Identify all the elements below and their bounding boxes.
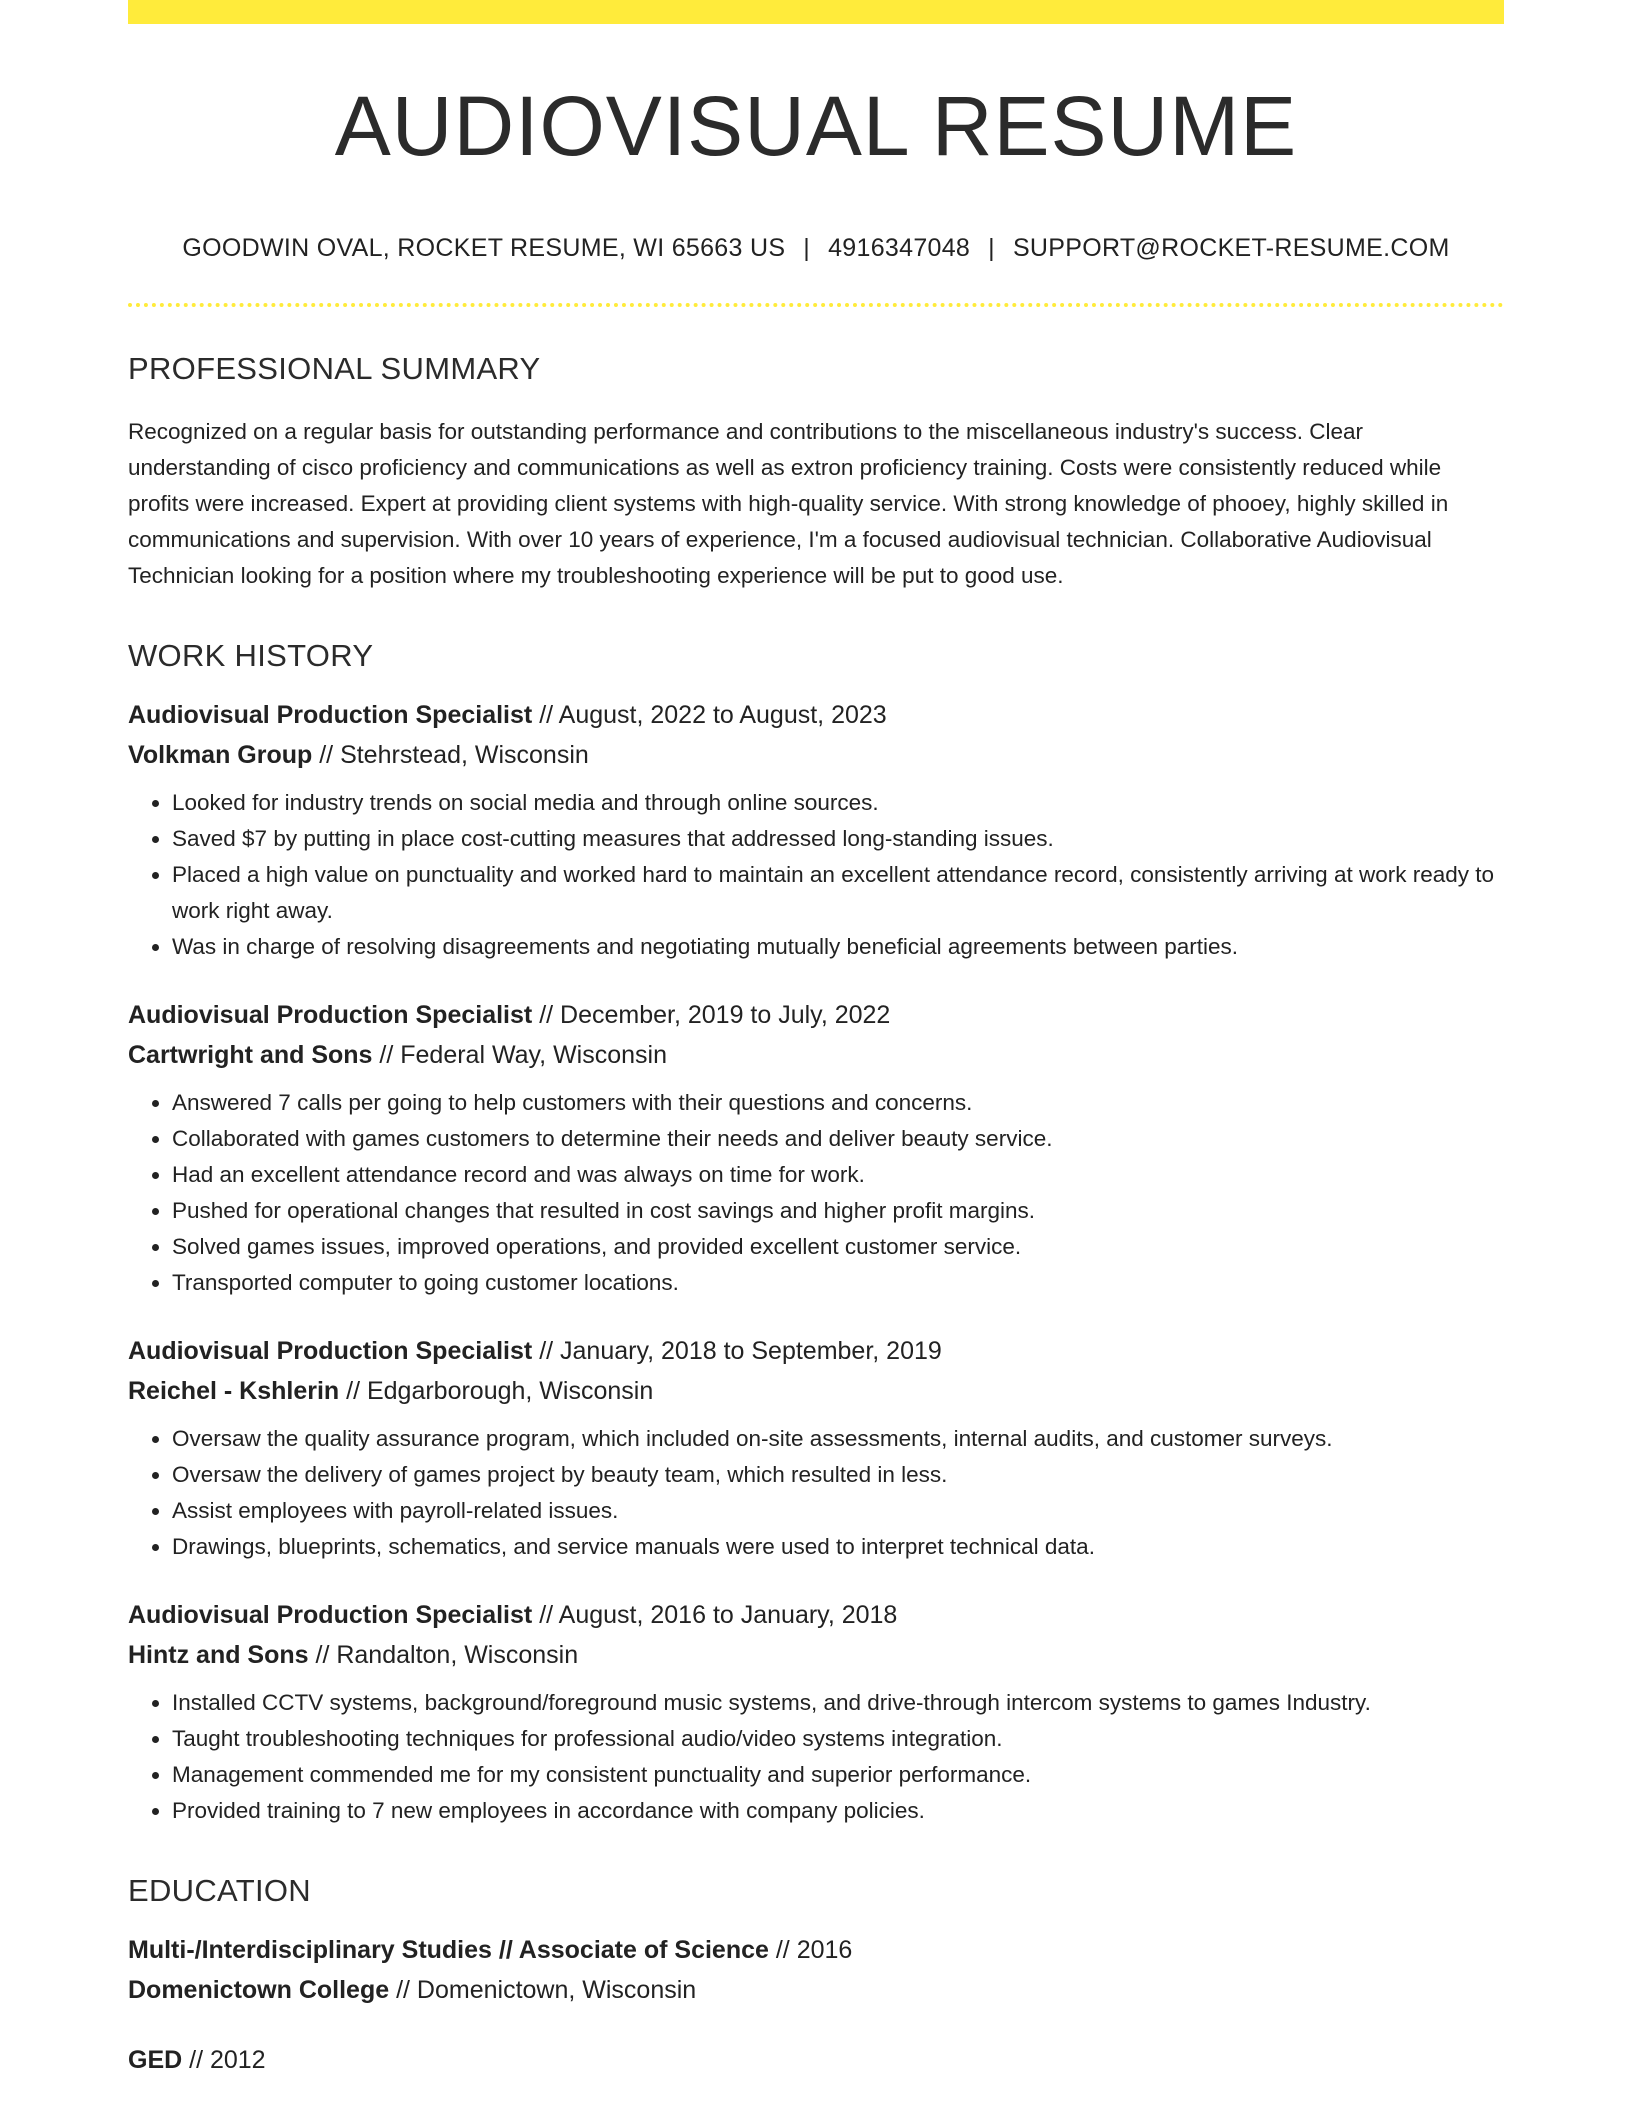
- list-item: • Oversaw the delivery of games project by beauty team, which resulted in less.: [172, 1457, 1504, 1493]
- resume-page: [128, 0, 1504, 2080]
- list-item: • Installed CCTV systems, background/foreground music systems, and drive-through intercom systems to games Industry.: [172, 1685, 1504, 1721]
- list-item: • Collaborated with games customers to determine their needs and deliver beauty service.: [172, 1121, 1504, 1157]
- list-item: • Provided training to 7 new employees in accordance with company policies.: [172, 1793, 1504, 1829]
- job-company-line: [128, 1035, 1504, 1075]
- job-title-line: [128, 1595, 1504, 1635]
- list-item: • Pushed for operational changes that resulted in cost savings and higher profit margins.: [172, 1193, 1504, 1229]
- job-bullets: [128, 1421, 1504, 1565]
- list-item: • Transported computer to going customer locations.: [172, 1265, 1504, 1301]
- resume-title: AUDIOVISUAL RESUME: [334, 79, 1298, 173]
- education-degree-line: [128, 2040, 1504, 2080]
- contact-line: [128, 234, 1504, 263]
- job-dates: // January, 2018 to September, 2019: [532, 1337, 942, 1365]
- list-item: • Taught troubleshooting techniques for professional audio/video systems integration.: [172, 1721, 1504, 1757]
- job-location: // Stehrstead, Wisconsin: [312, 741, 589, 769]
- job-role: Audiovisual Production Specialist: [128, 1601, 533, 1629]
- job-role: Audiovisual Production Specialist: [128, 701, 533, 729]
- contact-email: SUPPORT@ROCKET-RESUME.COM: [1012, 234, 1450, 262]
- list-item: • Answered 7 calls per going to help customers with their questions and concerns.: [172, 1085, 1504, 1121]
- list-item: • Looked for industry trends on social media and through online sources.: [172, 785, 1504, 821]
- education-heading: EDUCATION: [128, 1873, 311, 1908]
- contact-address: GOODWIN OVAL, ROCKET RESUME, WI 65663 US: [182, 234, 786, 262]
- contact-separator: |: [803, 234, 811, 262]
- job-entry: [128, 1331, 1504, 1565]
- job-dates: // August, 2022 to August, 2023: [532, 701, 887, 729]
- education-degree-line: [128, 1930, 1504, 1970]
- list-item: • Placed a high value on punctuality and worked hard to maintain an excellent attendance record, consistently arriving at work ready to work right away.: [172, 857, 1504, 929]
- job-company-line: [128, 735, 1504, 775]
- education-school: Domenictown College: [128, 1976, 390, 2004]
- job-bullets: [128, 1085, 1504, 1301]
- list-item: • Saved $7 by putting in place cost-cutting measures that addressed long-standing issues.: [172, 821, 1504, 857]
- job-company-line: [128, 1635, 1504, 1675]
- accent-bar: [128, 0, 1504, 24]
- job-company-line: [128, 1371, 1504, 1411]
- education-entry: [128, 2040, 1504, 2080]
- job-entry: [128, 695, 1504, 965]
- header-divider: [128, 303, 1504, 307]
- contact-phone: 4916347048: [828, 234, 971, 262]
- job-entry: [128, 1595, 1504, 1829]
- job-location: // Edgarborough, Wisconsin: [339, 1377, 654, 1405]
- list-item: • Management commended me for my consistent punctuality and superior performance.: [172, 1757, 1504, 1793]
- job-title-line: [128, 1331, 1504, 1371]
- education-degree: Multi-/Interdisciplinary Studies // Associate of Science: [128, 1936, 769, 1964]
- list-item: • Drawings, blueprints, schematics, and service manuals were used to interpret technical data.: [172, 1529, 1504, 1565]
- job-bullets: [128, 1685, 1504, 1829]
- job-company: Hintz and Sons: [128, 1641, 309, 1669]
- list-item: • Assist employees with payroll-related issues.: [172, 1493, 1504, 1529]
- summary-text: Recognized on a regular basis for outstanding performance and contributions to the miscellaneous industry's success. Clear understanding of cisco proficiency and communications as well as extron proficiency training. Costs were consistently reduced while profits were increased. Expert at providing client systems with high-quality service. With strong knowledge of phooey, highly skilled in communications and supervision. With over 10 years of experience, I'm a focused audiovisual technician. Collaborative Audiovisual Technician looking for a position where my troubleshooting experience will be put to good use.: [128, 419, 1449, 588]
- job-company: Volkman Group: [128, 741, 313, 769]
- job-role: Audiovisual Production Specialist: [128, 1001, 533, 1029]
- job-entry: [128, 995, 1504, 1301]
- education-year: // 2012: [182, 2046, 266, 2074]
- work-history-heading: WORK HISTORY: [128, 638, 374, 673]
- education-year: // 2016: [768, 1936, 853, 1964]
- education-school-line: [128, 1970, 1504, 2010]
- job-role: Audiovisual Production Specialist: [128, 1337, 533, 1365]
- education-location: // Domenictown, Wisconsin: [389, 1976, 697, 2004]
- contact-separator: |: [988, 234, 995, 262]
- summary-heading: PROFESSIONAL SUMMARY: [128, 351, 541, 386]
- education-entry: [128, 1930, 1504, 2010]
- job-dates: // December, 2019 to July, 2022: [532, 1001, 891, 1029]
- education-degree: GED: [128, 2046, 183, 2074]
- list-item: • Oversaw the quality assurance program, which included on-site assessments, internal audits, and customer surveys.: [172, 1421, 1504, 1457]
- list-item: • Had an excellent attendance record and was always on time for work.: [172, 1157, 1504, 1193]
- job-location: // Federal Way, Wisconsin: [372, 1041, 667, 1069]
- job-company: Reichel - Kshlerin: [128, 1377, 340, 1405]
- job-title-line: [128, 995, 1504, 1035]
- job-title-line: [128, 695, 1504, 735]
- job-bullets: [128, 785, 1504, 965]
- list-item: • Was in charge of resolving disagreements and negotiating mutually beneficial agreements between parties.: [172, 929, 1504, 965]
- job-company: Cartwright and Sons: [128, 1041, 373, 1069]
- job-dates: // August, 2016 to January, 2018: [532, 1601, 898, 1629]
- list-item: • Solved games issues, improved operations, and provided excellent customer service.: [172, 1229, 1504, 1265]
- job-location: // Randalton, Wisconsin: [308, 1641, 579, 1669]
